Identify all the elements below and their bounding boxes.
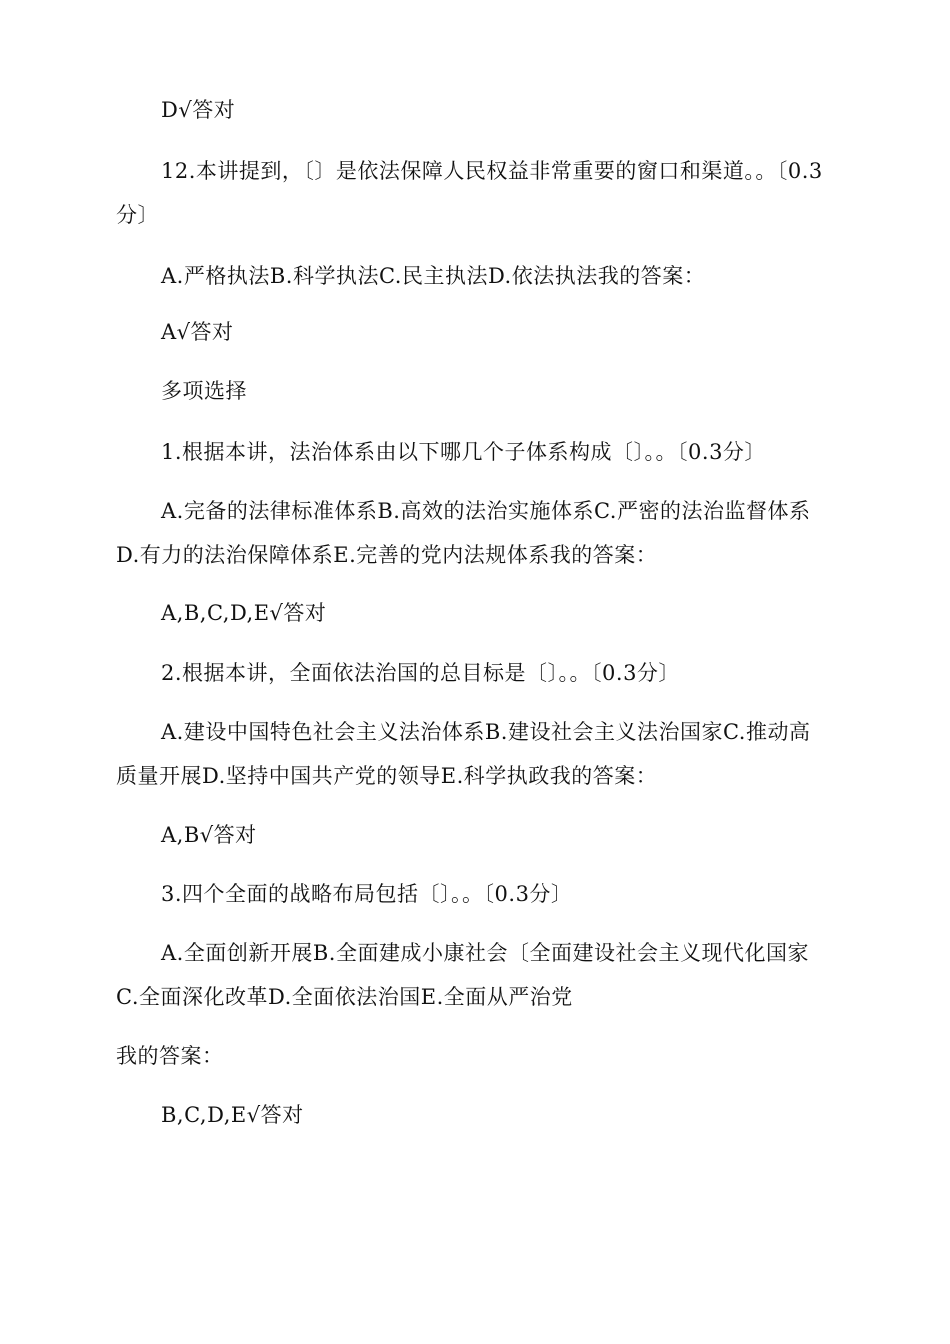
- question-1-options: A.完备的法律标准体系B.高效的法治实施体系C.严密的法治监督体系D.有力的法治保障体系E.完善的党内法规体系我的答案：: [116, 499, 811, 567]
- question-2-options: A.建设中国特色社会主义法治体系B.建设社会主义法治国家C.推动高质量开展D.坚持中国共产党的领导E.科学执政我的答案：: [116, 720, 811, 788]
- question-3-answer: B,C,D,E√答对: [161, 1103, 304, 1127]
- question-12-answer: A√答对: [161, 320, 234, 344]
- question-12: 12.本讲提到，〔〕是依法保障人民权益非常重要的窗口和渠道。。〔0.3分〕: [116, 159, 823, 227]
- question-1: 1.根据本讲，法治体系由以下哪几个子体系构成〔〕。。〔0.3分〕: [161, 440, 766, 464]
- answer-result-line: D√答对: [161, 98, 236, 122]
- question-3: 3.四个全面的战略布局包括〔〕。。〔0.3分〕: [161, 882, 573, 906]
- question-12-options: A.严格执法B.科学执法C.民主执法D.依法执法我的答案：: [161, 264, 706, 288]
- question-2-answer: A,B√答对: [161, 823, 257, 847]
- section-heading-multiple-choice: 多项选择: [161, 379, 247, 403]
- question-1-answer: A,B,C,D,E√答对: [161, 601, 327, 625]
- question-3-options: A.全面创新开展B.全面建成小康社会〔全面建设社会主义现代化国家C.全面深化改革D.全面依法治国E.全面从严治党: [116, 941, 809, 1009]
- question-3-answer-label: 我的答案：: [116, 1044, 224, 1068]
- question-2: 2.根据本讲，全面依法治国的总目标是〔〕。。〔0.3分〕: [161, 661, 680, 685]
